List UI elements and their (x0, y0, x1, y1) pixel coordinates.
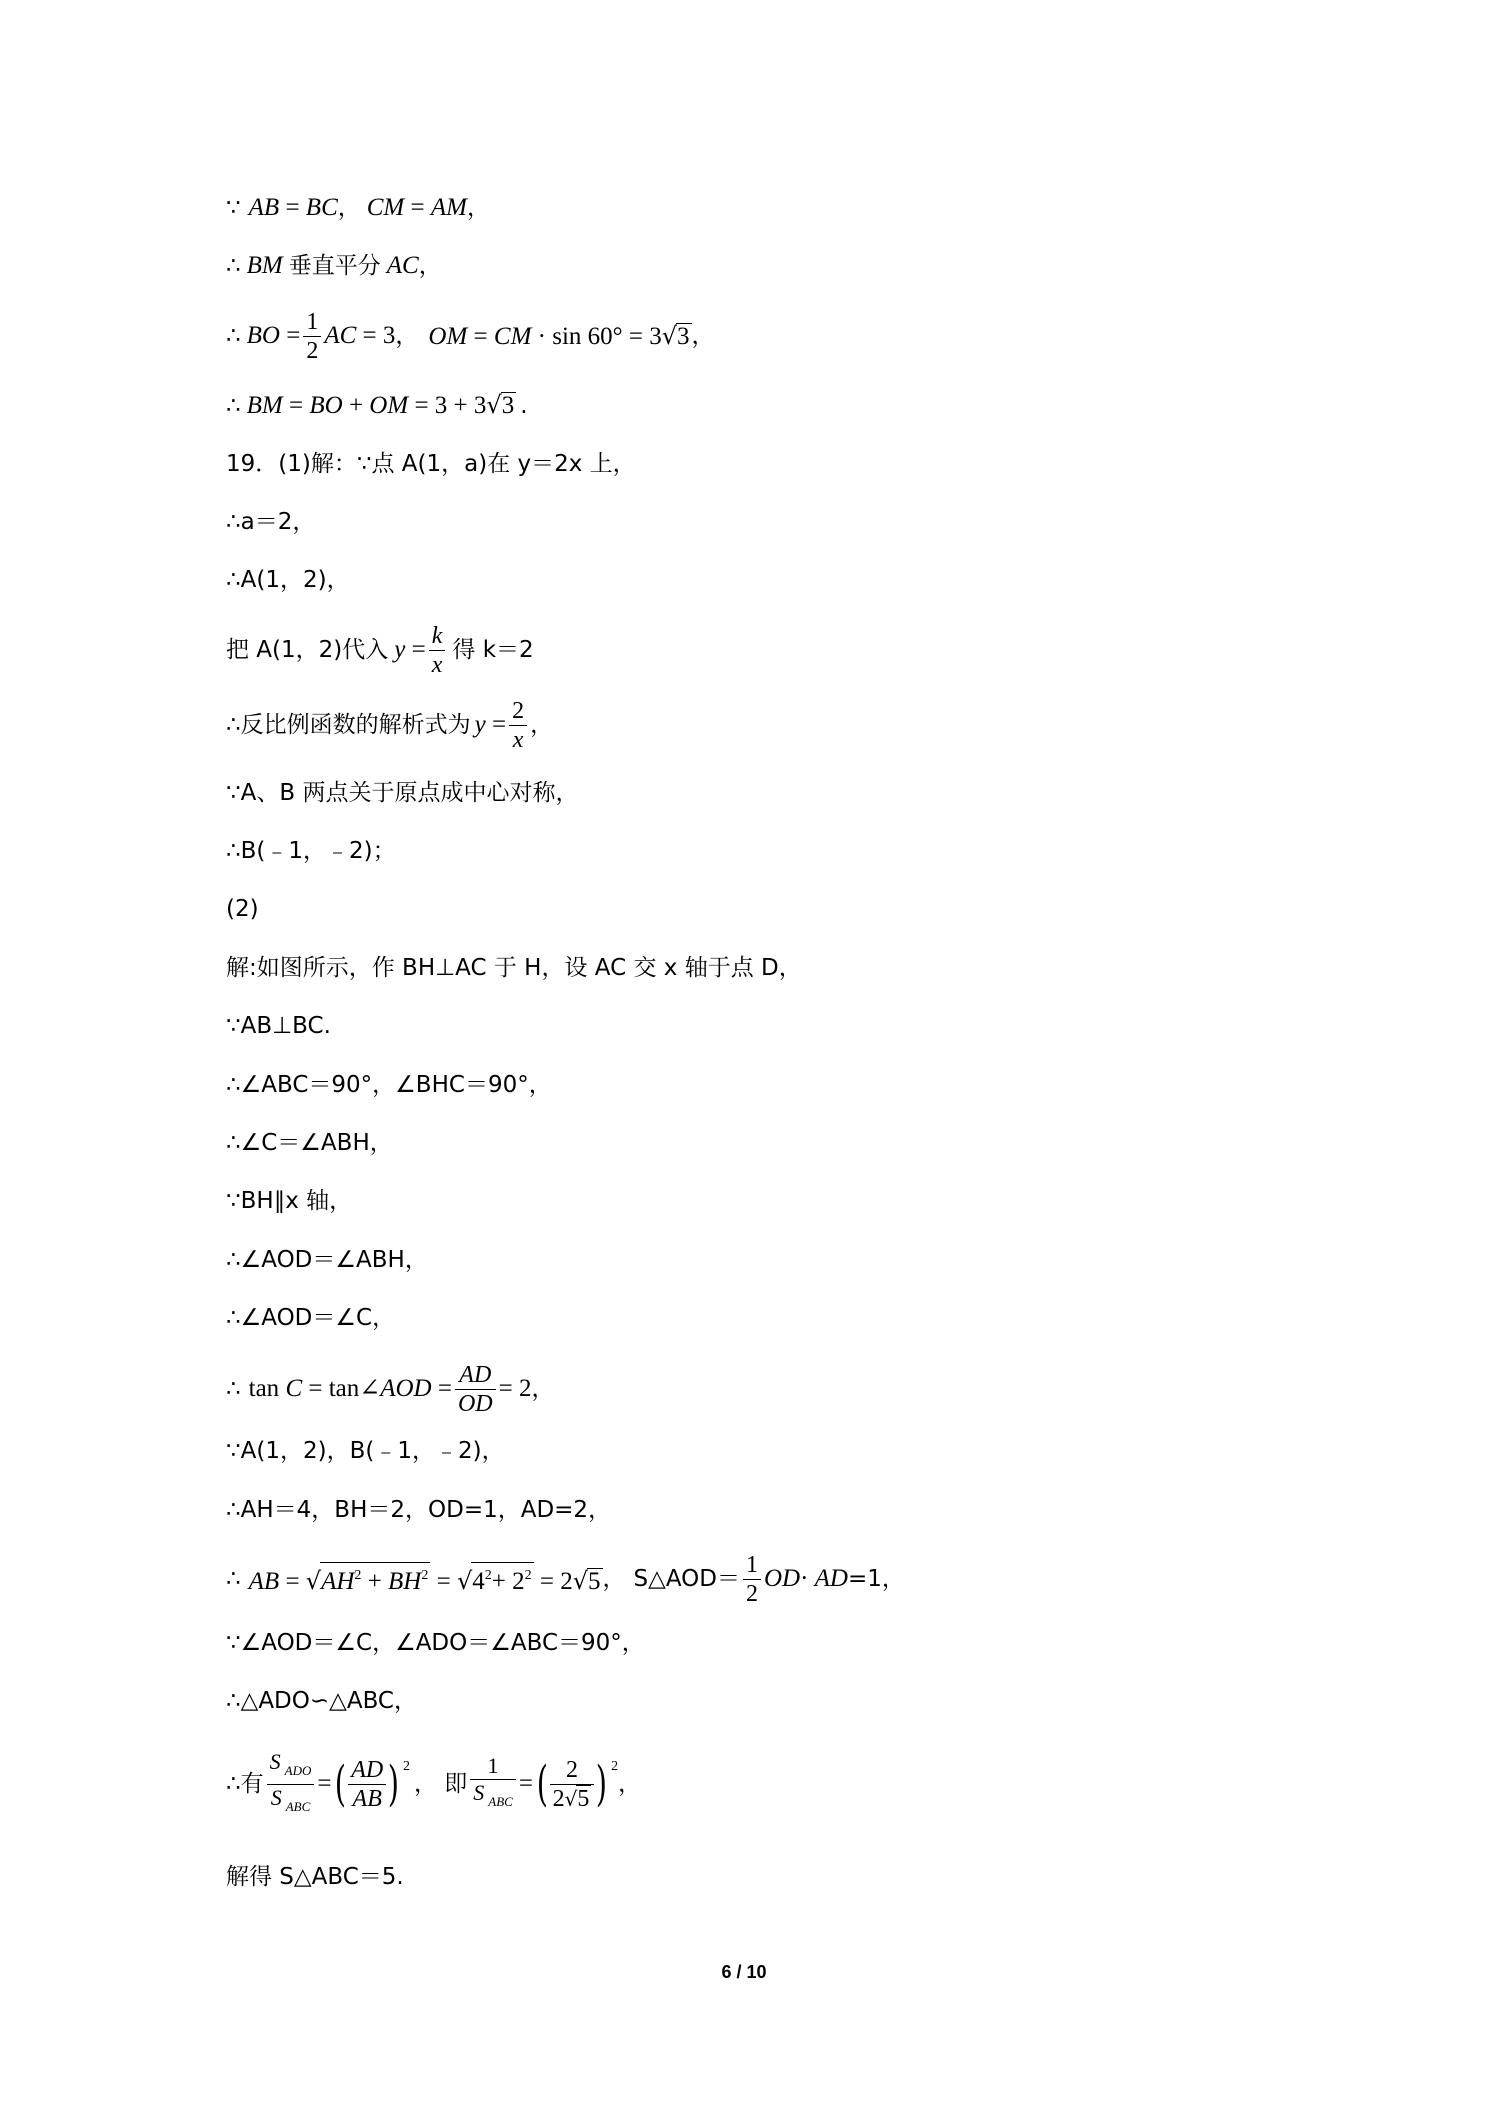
math-var: AD (814, 1565, 848, 1592)
text: ∵A(1，2)，B(﹣1，﹣2)， (226, 1438, 505, 1464)
math-var: AC (324, 322, 357, 349)
line-14 (226, 1011, 331, 1041)
line-4 (226, 390, 528, 421)
radicand: 5 (577, 1785, 590, 1812)
math-var: BM (246, 252, 283, 279)
text: =1， (847, 1566, 905, 1592)
math-op: = (285, 1567, 300, 1595)
math-expr: = 3 (362, 322, 396, 349)
left-paren: ( (335, 1756, 347, 1812)
text: ∴∠ABC＝90°，∠BHC＝90°， (226, 1072, 552, 1098)
math-op: + (367, 1567, 382, 1595)
fraction-one-half (303, 308, 321, 365)
math-var: C (285, 1375, 303, 1402)
radical-sign: √ (661, 321, 678, 350)
numerator: k (431, 622, 443, 649)
left-paren: ( (536, 1756, 548, 1812)
radicand: 5 (588, 1567, 601, 1595)
exponent: 2 (402, 1759, 410, 1774)
math-op: = (286, 322, 301, 349)
punct: ， (530, 712, 554, 738)
math-expr: = 2 (539, 1567, 573, 1595)
math-var: BH (388, 1567, 422, 1595)
radicand (471, 1562, 533, 1595)
radical-sign: √ (564, 1786, 578, 1811)
math-op: = (473, 322, 488, 350)
text: 得 k＝2 (452, 637, 534, 663)
math-var: AM (430, 194, 467, 221)
because-symbol: ∵ (226, 195, 241, 221)
math-op: = (436, 1567, 451, 1595)
denominator: 2 (306, 337, 319, 364)
right-paren: ) (596, 1756, 608, 1812)
math-var: BO (246, 322, 280, 349)
punct: ， (531, 1376, 555, 1402)
fraction-2-over-2root5 (550, 1756, 595, 1813)
line-27 (226, 1862, 404, 1892)
fraction-k-over-x (429, 622, 446, 679)
fraction-one-half (743, 1551, 761, 1608)
math-op: + (348, 392, 364, 419)
therefore-symbol: ∴ (226, 392, 241, 419)
math-op: = (518, 1770, 533, 1797)
math-var: CM (366, 194, 405, 221)
text: ∴∠AOD＝∠C， (226, 1305, 396, 1331)
denominator (470, 1780, 516, 1815)
math-expr: = tan∠ (308, 1375, 381, 1402)
line-23 (226, 1548, 905, 1610)
punct: ， (418, 253, 442, 279)
text: ∴反比例函数的解析式为 (226, 712, 471, 738)
radicand: 3 (501, 392, 515, 419)
radical-sign: √ (572, 1566, 589, 1595)
math-var: BC (305, 194, 338, 221)
radicand (320, 1562, 430, 1595)
math-var: OM (369, 392, 409, 419)
fraction-2-over-x (509, 697, 527, 754)
text: ∴AH＝4，BH＝2，OD=1，AD=2， (226, 1497, 612, 1523)
line-3 (226, 306, 715, 366)
math-op: = (437, 1375, 452, 1402)
math-expr: = 3 + 3 (414, 392, 487, 419)
denominator: x (431, 651, 443, 678)
text: 垂直平分 (288, 253, 381, 279)
therefore-symbol: ∴ (226, 253, 241, 279)
radicand: 3 (677, 322, 690, 350)
math-var: OD (763, 1565, 801, 1592)
text: ∴A(1，2)， (226, 567, 350, 593)
denominator: x (512, 726, 524, 753)
text: S△AOD＝ (633, 1566, 740, 1592)
text: ∵A、B 两点关于原点成中心对称， (226, 780, 579, 806)
line-5 (226, 449, 636, 479)
numerator: 1 (745, 1551, 758, 1578)
text: 解得 S△ABC＝5. (226, 1864, 404, 1890)
numerator: AD (351, 1756, 384, 1783)
denominator: OD (457, 1390, 493, 1417)
radical-sign: √ (486, 391, 502, 419)
text: ∴有 (226, 1771, 264, 1797)
math-var: AB (248, 194, 280, 221)
therefore-symbol: ∴ (226, 1376, 241, 1402)
math-expr: + 2 (491, 1567, 525, 1595)
exponent: 2 (421, 1567, 429, 1583)
line-6 (226, 507, 315, 537)
punct: ， (602, 1566, 626, 1592)
text: (2) (226, 896, 259, 922)
text: ∵BH∥x 轴， (226, 1188, 353, 1214)
denominator: 2 (745, 1580, 758, 1607)
fraction-area-ratio (267, 1749, 315, 1820)
radical-sign: √ (305, 1566, 322, 1595)
numerator: 2 (512, 697, 525, 724)
denominator (268, 1785, 314, 1820)
math-var: AC (386, 252, 419, 279)
punct: ， (691, 323, 715, 349)
math-var: AH (321, 1567, 355, 1595)
punct: ， (337, 195, 361, 221)
math-var: S (473, 1780, 485, 1805)
subscript: ABC (488, 1794, 513, 1809)
text: ∴∠C＝∠ABH， (226, 1130, 393, 1156)
text: ∴a＝2， (226, 509, 316, 535)
right-paren: ) (387, 1756, 400, 1812)
math-expr: = 2 (498, 1375, 532, 1402)
line-8 (226, 620, 534, 680)
line-2 (226, 251, 442, 281)
math-var: OM (428, 322, 468, 350)
numerator: 1 (487, 1753, 499, 1778)
numerator: 2 (566, 1756, 579, 1783)
math-var: BO (309, 392, 343, 419)
math-op: · (800, 1565, 809, 1592)
text: ∵AB⊥BC. (226, 1013, 331, 1039)
math-func: tan (248, 1375, 280, 1402)
math-var: AOD (380, 1375, 432, 1402)
line-18 (226, 1245, 428, 1275)
exponent: 2 (354, 1567, 362, 1583)
numerator (267, 1749, 315, 1784)
line-1 (226, 193, 490, 223)
radical-sign: √ (456, 1566, 473, 1595)
denominator (550, 1785, 595, 1813)
text: ∴B(﹣1，﹣2)； (226, 838, 396, 864)
punct: ， (618, 1771, 642, 1797)
fraction-ad-over-ab (348, 1756, 386, 1813)
line-10 (226, 778, 578, 808)
line-11 (226, 836, 396, 866)
line-7 (226, 565, 350, 595)
line-20 (226, 1357, 555, 1421)
text: 解:如图所示，作 BH⊥AC 于 H，设 AC 交 x 轴于点 D， (226, 955, 802, 981)
therefore-symbol: ∴ (226, 323, 241, 349)
text: ， 即 (413, 1771, 468, 1797)
text: ∵∠AOD＝∠C，∠ADO＝∠ABC＝90°， (226, 1630, 645, 1656)
page-number: 6 / 10 (721, 1962, 767, 1982)
subscript: ABC (285, 1798, 311, 1814)
line-12 (226, 894, 259, 924)
therefore-symbol: ∴ (226, 1566, 241, 1592)
text: ∴△ADO∽△ABC， (226, 1688, 417, 1714)
fraction-one-over-area (470, 1753, 516, 1815)
line-19 (226, 1303, 395, 1333)
line-22 (226, 1495, 611, 1525)
math-var: AB (248, 1567, 280, 1595)
math-var: y (394, 636, 406, 663)
math-var: y (474, 711, 486, 738)
math-op: = (410, 194, 425, 221)
numerator: AD (459, 1361, 492, 1388)
line-26 (226, 1746, 641, 1822)
line-16 (226, 1128, 393, 1158)
punct: . (520, 392, 528, 419)
math-expr: · sin 60° = 3 (537, 322, 662, 350)
fraction-ad-over-od (455, 1361, 496, 1418)
punct: ， (395, 323, 419, 349)
numerator: 1 (306, 308, 319, 335)
line-25 (226, 1686, 417, 1716)
line-13 (226, 953, 802, 983)
line-21 (226, 1436, 505, 1466)
punct: ， (466, 195, 490, 221)
line-17 (226, 1186, 352, 1216)
exponent: 2 (484, 1567, 492, 1583)
math-var: BM (246, 392, 283, 419)
subscript: ADO (284, 1762, 312, 1778)
line-15 (226, 1070, 552, 1100)
math-var: CM (493, 322, 532, 350)
exponent: 2 (611, 1759, 619, 1774)
text: 把 A(1，2)代入 (226, 637, 389, 663)
text: ∴∠AOD＝∠ABH， (226, 1247, 428, 1273)
line-24 (226, 1628, 645, 1658)
math-var: S (270, 1784, 282, 1810)
denominator: AB (352, 1785, 382, 1812)
math-var: S (269, 1748, 281, 1774)
math-op: = (411, 636, 426, 663)
exponent: 2 (524, 1567, 532, 1583)
line-9 (226, 695, 553, 755)
math-op: = (492, 711, 507, 738)
math-num: 2 (552, 1785, 565, 1812)
text: 19．(1)解：∵点 A(1，a)在 y＝2x 上， (226, 451, 636, 477)
math-op: = (289, 392, 304, 419)
math-op: = (317, 1770, 332, 1797)
math-num: 4 (472, 1567, 485, 1595)
math-op: = (285, 194, 300, 221)
